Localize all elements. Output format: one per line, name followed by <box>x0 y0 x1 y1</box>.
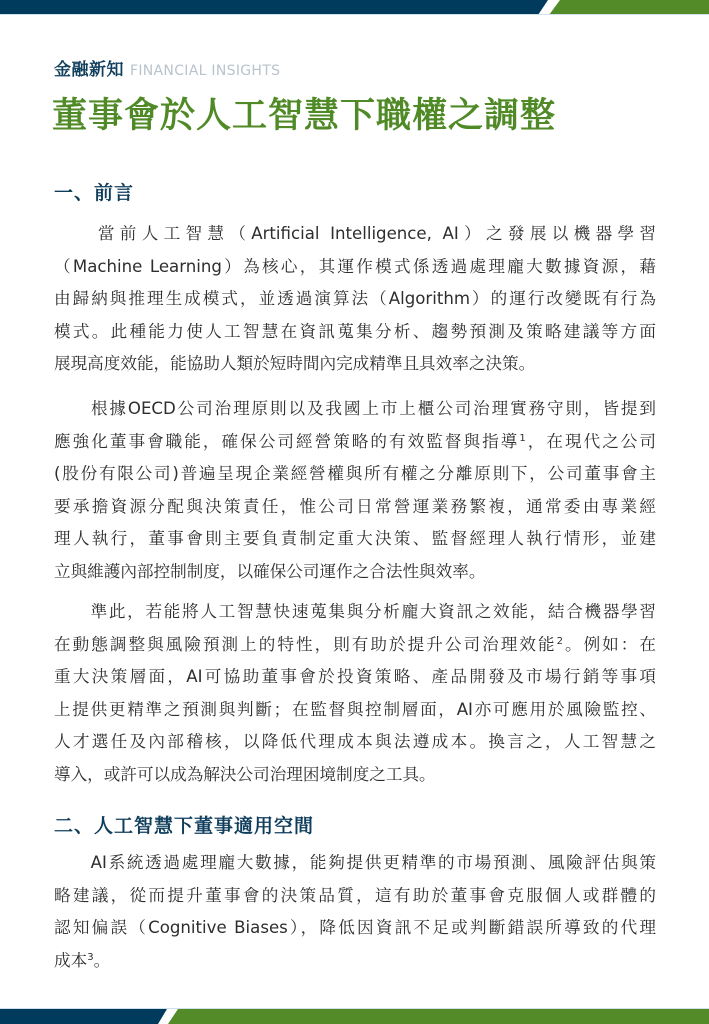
top-decorative-bar <box>0 0 709 15</box>
text-segment: 。 <box>93 950 111 970</box>
text-line: 模式。此種能力使人工智慧在資訊蒐集分析、趨勢預測及策略建議等方面 <box>54 321 656 341</box>
footnote-ref-2[interactable]: 2 <box>556 635 563 647</box>
text-line: 人才選任及內部稽核，以降低代理成本與法遵成本。換言之，人工智慧之 <box>54 732 656 751</box>
text-segment: 應強化董事會職能，確保公司經營策略的有效監督與指導 <box>54 431 520 451</box>
text-line: 略建議，從而提升董事會的決策品質，這有助於董事會克服個人或群體的 <box>54 885 656 905</box>
section-kicker <box>54 55 280 80</box>
text-line: 要承擔資源分配與決策責任，惟公司日常營運業務繁複，通常委由專業經 <box>54 496 656 516</box>
paragraph-1 <box>54 218 656 381</box>
text-segment: ，在現代之公司 <box>525 431 657 451</box>
text-line-with-footnote <box>54 945 656 978</box>
text-line: 上提供更精準之預測與判斷；在監督與控制層面，AI亦可應用於風險監控、 <box>54 699 656 719</box>
article-title: 董事會於人工智慧下職權之調整 <box>52 96 557 136</box>
text-segment: 成本 <box>54 950 88 970</box>
text-segment: 在動態調整與風險預測上的特性，則有助於提升公司治理效能 <box>54 634 557 654</box>
text-line: 由歸納與推理生成模式，並透過演算法（Algorithm）的運行改變既有行為 <box>54 289 656 308</box>
paragraph-3 <box>54 596 656 791</box>
text-line-with-footnote <box>54 629 656 662</box>
section-heading-intro: 一、前言 <box>54 182 135 204</box>
footnote-ref-3[interactable]: 3 <box>87 951 94 963</box>
text-line: 當前人工智慧（Artificial Intelligence, AI）之發展以機器學習 <box>54 224 656 243</box>
text-segment: 。例如：在 <box>562 634 657 654</box>
text-line-with-footnote <box>54 426 656 459</box>
text-line: (股份有限公司)普遍呈現企業經營權與所有權之分離原則下，公司董事會主 <box>54 464 656 483</box>
footnote-ref-1[interactable]: 1 <box>519 432 526 444</box>
text-line: 根據OECD公司治理原則以及我國上市上櫃公司治理實務守則，皆提到 <box>54 399 656 418</box>
text-line: 認知偏誤（Cognitive Biases），降低因資訊不足或判斷錯誤所導致的代理 <box>54 918 656 937</box>
text-line: 重大決策層面，AI可協助董事會於投資策略、產品開發及市場行銷等事項 <box>54 667 656 686</box>
text-line: 準此，若能將人工智慧快速蒐集與分析龐大資訊之效能，結合機器學習 <box>54 602 656 621</box>
kicker-chinese: 金融新知 <box>54 60 124 80</box>
paragraph-2 <box>54 393 656 588</box>
text-line: AI系統透過處理龐大數據，能夠提供更精準的市場預測、風險評估與策 <box>54 853 656 872</box>
text-line: （Machine Learning）為核心，其運作模式係透過處理龐大數據資源，藉 <box>54 256 656 276</box>
section-heading-ai-scope: 二、人工智慧下董事適用空間 <box>54 815 315 837</box>
text-line: 展現高度效能，能協助人類於短時間內完成精準且具效率之決策。 <box>54 354 536 373</box>
text-line: 立與維護內部控制制度，以確保公司運作之合法性與效率。 <box>54 561 486 581</box>
bottom-decorative-bar <box>0 1008 709 1024</box>
text-line: 理人執行，董事會則主要負責制定重大決策、監督經理人執行情形，並建 <box>54 529 656 548</box>
text-line: 導入，或許可以成為解決公司治理困境制度之工具。 <box>54 764 436 784</box>
kicker-english: FINANCIAL INSIGHTS <box>130 63 281 79</box>
paragraph-4 <box>54 847 656 977</box>
